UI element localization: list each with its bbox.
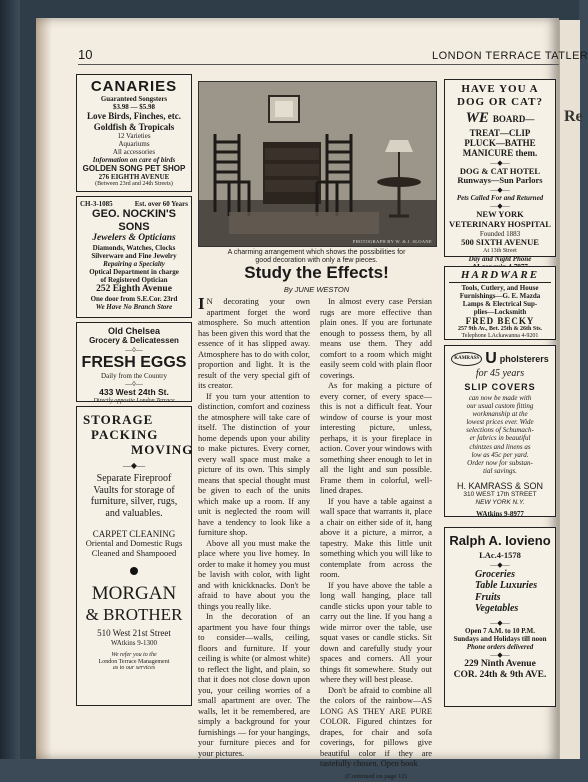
ad-headline: STORAGE: [83, 413, 191, 428]
ad-line: $3.98 — $5.98: [77, 103, 191, 111]
ad-address: 500 SIXTH AVENUE: [445, 238, 555, 248]
ad-line: We Have No Branch Store: [77, 303, 191, 311]
ad-line: workmanship at the: [445, 410, 555, 418]
article-paragraph: N decorating your own apartment forget the word atmosphere. So much attention has been given this word that the essence of it has slipped away. Atmosphere has to do with color, proportion and light. It is the result of the very special gift of its creator.: [198, 297, 310, 392]
ad-line: Jewelers & Opticians: [77, 233, 191, 244]
ad-line: All accessories: [77, 148, 191, 156]
ad-veterinary-hospital: HAVE YOU A DOG OR CAT? WE BOARD— TREAT—CLIP PLUCK—BATHE MANICURE them. —◆— DOG & CAT HOTEL Runways—Sun Parlors —◆— Pets Called For and Returned —◆— NEW YORK VETERINARY HOSPITAL Founded 1883 500 SIXTH AVENUE At 13th Street Day and Night Phone: [444, 79, 556, 257]
ad-line: can now be made with: [445, 394, 555, 402]
ad-headline: HARDWARE: [449, 269, 551, 283]
ad-line: CARPET CLEANING: [77, 529, 191, 539]
ad-line: At 13th Street: [445, 248, 555, 255]
ad-initial: U: [485, 350, 497, 368]
ad-address: NEW YORK N.Y.: [445, 499, 555, 506]
ad-address: 433 West 24th St.: [77, 388, 191, 398]
ad-line: lowest prices ever. Wide: [445, 418, 555, 426]
ad-line: Optical Department in charge: [77, 268, 191, 276]
article-column-1: [198, 297, 310, 759]
ad-line: plies—Locksmith: [445, 308, 555, 316]
article-paragraph: If you have a table against a wall space that warrants it, place a chair on either side of it, hang above it a picture, a mirror, a tapestry. Make this little unit something which you will like to contemplate from across the room.: [320, 497, 432, 581]
ad-title: GEO. NOCKIN'S SONS: [77, 208, 191, 233]
ad-line: Table Luxuries: [475, 580, 555, 592]
page-gutter-shadow: [36, 18, 52, 759]
ad-title: H. KAMRASS & SON: [445, 481, 555, 491]
facing-page-edge: [559, 20, 580, 759]
ad-line: MANICURE them.: [445, 148, 555, 158]
bullet-dot-icon: [130, 567, 138, 575]
drop-cap: I: [198, 297, 205, 311]
article-photo: [198, 81, 437, 247]
ad-line: furniture, silver, rugs,: [77, 496, 191, 508]
article-paragraph: Don't be afraid to combine all the colors of the rainbow—AS LONG AS THEY ARE PURE COLOR. Figured chintzes for drapes, for chair and sofa coverings, for pillows give beautiful color if they are tastefully chosen. Open book: [320, 686, 432, 770]
ad-line: er fabrics in beautiful: [445, 434, 555, 442]
binding-spine: [0, 0, 20, 759]
facing-page-text: Re: [564, 108, 583, 126]
room-photo-illustration: [199, 82, 436, 246]
ad-line: of Registered Optician: [77, 276, 191, 284]
ad-phone: Telephone LAckawanna 4-9201: [445, 333, 555, 340]
ad-line: Aquariums: [77, 140, 191, 148]
ad-line: Phone orders delivered: [445, 643, 555, 651]
ad-line: GOLDEN SONG PET SHOP: [77, 164, 191, 173]
header-rule: [78, 64, 559, 65]
ad-line: Daily from the Country: [77, 372, 191, 380]
ad-line: Open 7 A.M. to 10 P.M.: [445, 627, 555, 635]
ad-line: low as 45c per yard.: [445, 451, 555, 459]
ad-line: VETERINARY HOSPITAL: [445, 220, 555, 230]
ad-address: 229 Ninth Avenue: [445, 659, 555, 670]
ad-line: Goldfish & Tropicals: [77, 122, 191, 132]
ad-line: Grocery & Delicatessen: [77, 336, 191, 345]
article-paragraph: Above all you must make the place where you live homey. In order to make it homey you must be lavish with color, with light and with knickknacks. Don't be afraid to have about you the things you really like.: [198, 539, 310, 613]
ad-address: 310 WEST 17th STREET: [445, 491, 555, 498]
ad-line: Silverware and Fine Jewelry: [77, 252, 191, 260]
kamrass-logo: KAMRASS: [451, 352, 482, 366]
ad-line: tial savings.: [445, 467, 555, 475]
continued-note: (Continued on page 12): [320, 772, 432, 782]
ad-line: Directly opposite London Terrace: [77, 398, 191, 405]
ad-phone: LAc.4-1578: [445, 551, 555, 561]
ad-headline: PACKING: [83, 428, 191, 443]
ad-title: CANARIES: [77, 78, 191, 95]
ad-line: Diamonds, Watches, Clocks: [77, 244, 191, 252]
ad-line: Repairing a Specialty: [77, 260, 191, 268]
ad-line: Groceries: [475, 569, 555, 581]
ad-we: WE: [466, 110, 489, 127]
ad-chelsea-grocery: Old Chelsea Grocery & Delicatessen —◊— FRESH EGGS Daily from the Country —◊— 433 West 24th St. Directly opposite London Terrace: [76, 322, 192, 402]
ad-title: Ralph A. Iovieno: [445, 534, 555, 549]
ad-line: Old Chelsea: [77, 326, 191, 336]
ad-headline: HAVE YOU A: [445, 83, 555, 96]
ad-hardware: [444, 266, 556, 340]
ad-line: Est. over 60 Years: [135, 200, 188, 208]
ad-address: 510 West 21st Street: [77, 628, 191, 638]
ad-line: London Terrace Management: [77, 659, 191, 666]
article-paragraph: As for making a picture of every corner, of every space—this is not a difficult feat. Your window of course is your most interesting picture, unless, perhaps, it is your fireplace in action. Cover your windows with something sheer enough to let in all the light and sun possible. Frame them in colorful, well-lined drapes.: [320, 381, 432, 497]
ad-address: COR. 24th & 9th AVE.: [445, 670, 555, 681]
ad-phone: CH-3-1085: [80, 200, 113, 208]
ad-headline: MOVING: [83, 443, 191, 458]
ad-headline: DOG OR CAT?: [445, 96, 555, 109]
ad-line: Fruits: [475, 592, 555, 604]
ad-line: as to our services: [77, 665, 191, 672]
ad-line: Day and Night Phone: [445, 255, 555, 263]
ad-line: NEW YORK: [445, 210, 555, 220]
ad-line: Sundays and Holidays till noon: [445, 635, 555, 643]
article-title: Study the Effects!: [198, 263, 435, 283]
ad-line: Pets Called For and Returned: [445, 194, 555, 202]
ad-headline: FRESH EGGS: [77, 354, 191, 372]
ad-line: We refer you to the: [77, 652, 191, 659]
ad-headline: SLIP COVERS: [445, 382, 555, 392]
ad-line: 276 EIGHTH AVENUE: [77, 173, 191, 181]
caption-line: good decoration with only a few pieces.: [198, 257, 435, 265]
page-number: 10: [78, 47, 92, 62]
photo-credit: PHOTOGRAPH BY W. & J. SLOANE: [353, 239, 432, 244]
ad-kamrass-upholsterers: [444, 345, 556, 517]
ad-line: Information on care of birds: [77, 156, 191, 164]
ad-line: (Between 23rd and 24th Streets): [77, 181, 191, 188]
ad-headline: pholsterers: [500, 354, 549, 364]
ad-line: Order now for substan-: [445, 459, 555, 467]
ad-iovieno-grocery: Ralph A. Iovieno LAc.4-1578 —◆— Groceries Table Luxuries Fruits Vegetables —◆— Open 7 A.M. to 10 P.M. Sundays and Holidays till noon Phone orders delivered —◆— 229 Ninth Avenue COR. 24th & 9th AVE.: [444, 527, 556, 707]
article-paragraph: In almost every case Persian rugs are more effective than plain ones. If you are fortunate enough to possess them, by all means use them. They add comfort to a room which might easily seem cold with plain floor coverings.: [320, 297, 432, 381]
article-paragraph: If you turn your attention to distinction, comfort and coziness the atmosphere will take care of itself. The distinction of your home depends upon your ability to make pictures. Every corner, every wall space must make a picture of its own. This simply means that special thought must be given to each of the units which make up a room. If any unit is neglected the room will have a tendency to look like a furniture shop.: [198, 392, 310, 539]
ad-line: for 45 years: [445, 368, 555, 380]
article-paragraph: In the decoration of an apartment you have four things to consider—walls, ceiling, floors and furniture. If your ceiling is white (or almost white) to reflect the light, and plain, so that it does not close down upon you, your ceiling worries of a small apartment are over. The walls, let it be remembered, are simply a background for your furnishings — for your hangings, your furniture pieces and for your pictures.: [198, 612, 310, 759]
ad-line: DOG & CAT HOTEL: [445, 167, 555, 177]
ad-line: Furnishings—G. E. Mazda: [445, 292, 555, 300]
ad-line: chintzes and linens as: [445, 443, 555, 451]
ad-line: Vaults for storage of: [77, 485, 191, 497]
ad-line: Love Birds, Finches, etc.: [77, 111, 191, 121]
article-column-2: [320, 297, 432, 782]
ad-line: 12 Varieties: [77, 132, 191, 140]
ad-title: MORGAN: [77, 583, 191, 605]
ad-line: One door from S.E.Cor. 23rd: [77, 295, 191, 303]
ad-line: Founded 1883: [445, 230, 555, 238]
caption-line: A charming arrangement which shows the possibilities for: [198, 249, 435, 257]
ad-line: Separate Fireproof: [77, 473, 191, 485]
ad-address: 252 Eighth Avenue: [77, 284, 191, 295]
ad-address: 257 9th Av., Bet. 25th & 26th Sts.: [445, 326, 555, 333]
ad-line: Guaranteed Songsters: [77, 95, 191, 103]
ad-line: selections of Schumach-: [445, 426, 555, 434]
running-title: LONDON TERRACE TATLER: [432, 50, 588, 62]
ad-line: PLUCK—BATHE: [445, 138, 555, 148]
article-paragraph: If you have above the table a long wall hanging, place tall candle sticks upon your table to carry out the line. If you hang a wide mirror over the table, use squat vases or candle sticks. Sit down and carefully study your spaces and corners. All your things fit somewhere. Study out where they will best please.: [320, 581, 432, 686]
ad-morgan-brother: STORAGE PACKING MOVING —◆— Separate Fireproof Vaults for storage of furniture, silver, rugs, and valuables. CARPET CLEANING Oriental and Domestic Rugs Cleaned and Shampooed MORGAN & BROTHER 510 West 21st Street WAtkins 9-1300 We refer you to the London Terrace Management as to our services: [76, 406, 192, 706]
ad-line: and valuables.: [77, 508, 191, 520]
ad-line: Cleaned and Shampooed: [77, 549, 191, 559]
ad-title: & BROTHER: [77, 605, 191, 625]
article-byline: By JUNE WESTON: [198, 285, 435, 294]
ad-line: our usual custom fitting: [445, 402, 555, 410]
ad-line: BOARD—: [493, 114, 535, 124]
ad-nockin-jewelers: [76, 196, 192, 318]
ad-phone: WAtkins 9-1300: [77, 639, 191, 647]
ad-line: Tools, Cutlery, and House: [445, 284, 555, 292]
ad-phone: WAtkins 9-8977: [445, 510, 555, 518]
ad-line: Lamps & Electrical Sup-: [445, 300, 555, 308]
ad-line: Runways—Sun Parlors: [445, 176, 555, 186]
ad-line: TREAT—CLIP: [445, 128, 555, 138]
ad-title: FRED BECKY: [445, 316, 555, 326]
ad-line: Vegetables: [475, 603, 555, 615]
ad-canaries: [76, 74, 192, 192]
ad-line: Oriental and Domestic Rugs: [77, 539, 191, 549]
